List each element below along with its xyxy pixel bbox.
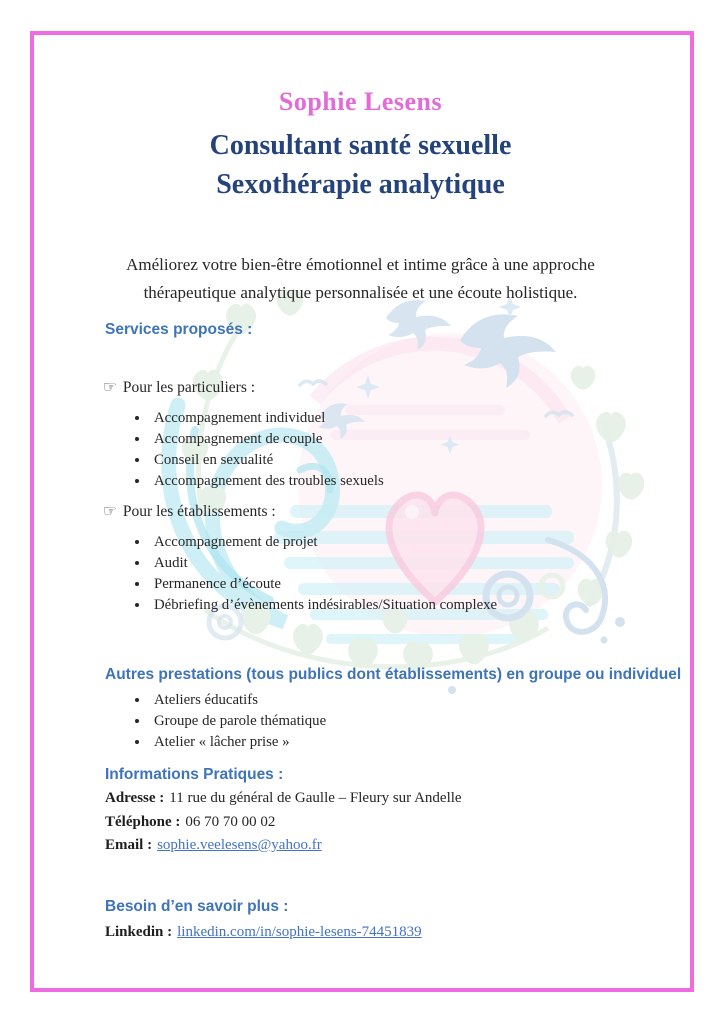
list-item: • Groupe de parole thématique <box>150 711 721 732</box>
linkedin-label: Linkedin : <box>105 923 173 940</box>
group-label-text: Pour les particuliers : <box>122 378 256 396</box>
practical-info-heading: Informations Pratiques : <box>105 766 284 783</box>
group-etablissements-label <box>103 502 721 522</box>
phone-value: 06 70 70 00 02 <box>185 813 276 830</box>
list-item: • Débriefing d’évènements indésirables/Situation complexe <box>150 595 721 616</box>
email-label: Email : <box>105 837 153 854</box>
list-item: • Accompagnement des troubles sexuels <box>150 471 721 492</box>
more-info-heading: Besoin d’en savoir plus : <box>105 897 289 915</box>
page-title-line1: Consultant santé sexuelle <box>209 130 512 162</box>
page-title-line2: Sexothérapie analytique <box>216 168 505 200</box>
group-label-text: Pour les établissements : <box>122 502 276 520</box>
person-name: Sophie Lesens <box>278 87 443 116</box>
address-row <box>105 788 721 809</box>
address-value: 11 rue du général de Gaulle – Fleury sur Andelle <box>169 790 462 807</box>
list-item: • Audit <box>150 553 721 574</box>
address-label: Adresse : <box>105 790 165 807</box>
list-item: • Accompagnement de couple <box>150 429 721 450</box>
list-item: • Permanence d’écoute <box>150 574 721 595</box>
list-item: • Ateliers éducatifs <box>150 690 721 711</box>
other-services-list <box>114 690 721 753</box>
other-services-heading: Autres prestations (tous publics dont établissements) en groupe ou individuel <box>105 665 682 683</box>
list-item: • Accompagnement individuel <box>150 408 721 429</box>
email-link[interactable]: sophie.veelesens@yahoo.fr <box>157 837 322 854</box>
email-row <box>105 835 721 856</box>
list-item: • Accompagnement de projet <box>150 532 721 553</box>
particuliers-list <box>114 408 721 492</box>
pointing-hand-icon: ☞ <box>103 378 117 396</box>
group-particuliers-label <box>103 378 721 398</box>
services-heading: Services proposés : <box>105 321 253 339</box>
phone-row <box>105 812 721 833</box>
intro-paragraph: Améliorez votre bien-être émotionnel et intime grâce à une approche thérapeutique analytique personnalisée et une écoute holistique. <box>126 255 595 302</box>
pointing-hand-icon: ☞ <box>103 502 117 520</box>
etablissements-list <box>114 532 721 616</box>
linkedin-link[interactable]: linkedin.com/in/sophie-lesens-74451839 <box>177 923 422 940</box>
phone-label: Téléphone : <box>105 813 181 830</box>
linkedin-row <box>105 922 721 943</box>
list-item: • Conseil en sexualité <box>150 450 721 471</box>
list-item: • Atelier « lâcher prise » <box>150 732 721 753</box>
